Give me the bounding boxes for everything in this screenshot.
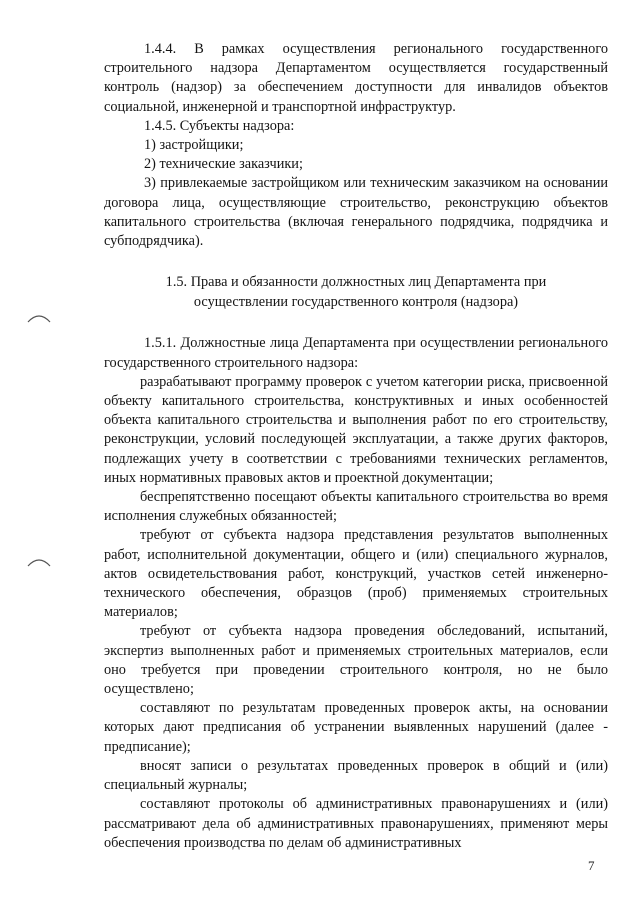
document-body bbox=[104, 40, 608, 853]
section-heading-line: осуществлении государственного контроля (надзора) bbox=[193, 293, 519, 310]
paragraph-1-4-4: 1.4.4. В рамках осуществления регионального государственного строительного надзора Департаментом осуществляется государственный контроль (надзор) за обеспечением доступности для инвалидов объектов социальной, инженерной и транспортной инфраструктур. bbox=[104, 41, 608, 115]
list-item: 2) технические заказчики; bbox=[144, 156, 303, 173]
section-heading-line: 1.5. Права и обязанности должностных лиц Департамента при bbox=[165, 274, 547, 291]
punch-hole-mark-icon bbox=[26, 312, 52, 324]
paragraph: разрабатывают программу проверок с учетом категории риска, присвоенной объекту капитального строительства, конструктивных и иных особенностей объекта капитального строительства и выполнения работ по его строительству, реконструкции, условий последующей эксплуатации, а также других факторов, подлежащих учету в соответствии с требованиями технических регламентов, иных нормативных правовых актов и проектной документации; bbox=[104, 373, 608, 486]
page-number: 7 bbox=[588, 858, 595, 873]
paragraph: требуют от субъекта надзора представления результатов выполненных работ, исполнительной документации, общего и (или) специального журналов, актов освидетельствования работ, конструкций, участков сетей инженерно-технического обеспечения, образцов (проб) применяемых строительных материалов; bbox=[104, 527, 608, 621]
paragraph-1-4-5: 1.4.5. Субъекты надзора: bbox=[144, 117, 295, 134]
paragraph: составляют по результатам проведенных проверок акты, на основании которых дают предписания об устранении выявленных нарушений (далее - предписание); bbox=[104, 700, 608, 755]
paragraph: составляют протоколы об административных правонарушениях и (или) рассматривают дела об административных правонарушениях, применяют меры обеспечения производства по делам об административных bbox=[104, 796, 608, 851]
paragraph: вносят записи о результатах проведенных проверок в общий и (или) специальный журналы; bbox=[104, 757, 608, 794]
list-item: 3) привлекаемые застройщиком или техническим заказчиком на основании договора лица, осуществляющие строительство, реконструкцию объектов капитального строительства (включая генерального подрядчика, подрядчика и субподрядчика). bbox=[104, 175, 608, 250]
paragraph-1-5-1: 1.5.1. Должностные лица Департамента при осуществлении регионального государственного строительного надзора: bbox=[104, 335, 608, 371]
section-heading bbox=[104, 265, 608, 320]
paragraph: требуют от субъекта надзора проведения обследований, испытаний, экспертиз выполненных работ и применяемых строительных материалов, если оно требуется при проведении строительного контроля, но не было осуществлено; bbox=[104, 623, 608, 698]
list-item: 1) застройщики; bbox=[144, 137, 244, 154]
paragraph: беспрепятственно посещают объекты капитального строительства во время исполнения служебных обязанностей; bbox=[104, 489, 608, 525]
punch-hole-mark-icon bbox=[26, 556, 52, 568]
